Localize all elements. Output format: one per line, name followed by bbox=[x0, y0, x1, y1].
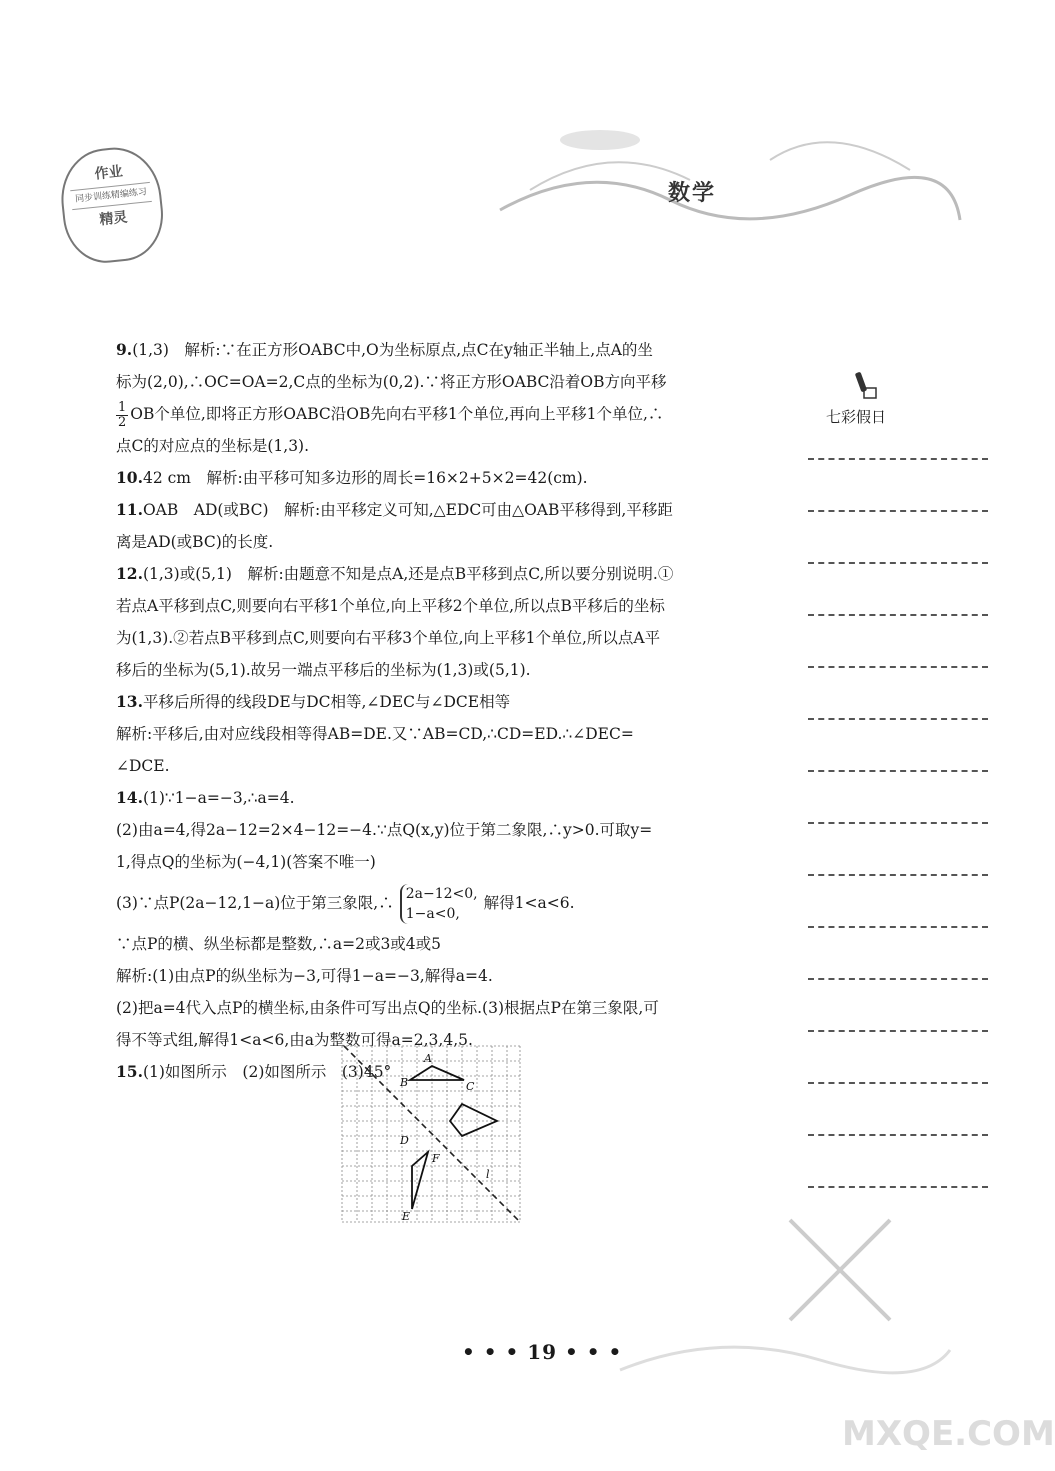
answer-15: 15.(1)如图所示 (2)如图所示 (3)45° bbox=[116, 1062, 392, 1081]
answer-9-line-3: $\frac{1}{2}$ OB个单位,即将正方形OABC沿OB先向右平移1个单位,再向上平移1个单位,∴ bbox=[118, 399, 664, 430]
answer-12-line-1: 12.(1,3)或(5,1) 解析:由题意不知是点A,还是点B平移到点C,所以要分别说明.① bbox=[116, 564, 674, 583]
answer-9-line-2: 标为(2,0),∴OC=OA=2,C点的坐标为(0,2).∵将正方形OABC沿着OB方向平移 bbox=[116, 373, 667, 391]
answer-12-line-4: 移后的坐标为(5,1).故另一端点平移后的坐标为(1,3)或(5,1). bbox=[116, 661, 531, 679]
line-l bbox=[344, 1046, 518, 1220]
note-line bbox=[808, 718, 988, 720]
subject-title: 数学 bbox=[668, 180, 717, 206]
answer-14-line-6: 解析:(1)由点P的纵坐标为−3,可得1−a=−3,解得a=4. bbox=[116, 967, 493, 985]
label-c: C bbox=[466, 1080, 475, 1093]
note-line bbox=[808, 770, 988, 772]
answer-14-line-7: (2)把a=4代入点P的横坐标,由条件可写出点Q的坐标.(3)根据点P在第三象限,可 bbox=[116, 999, 659, 1017]
triangle-def bbox=[412, 1152, 428, 1209]
answer-14-line-3: 1,得点Q的坐标为(−4,1)(答案不唯一) bbox=[116, 853, 376, 871]
note-line bbox=[808, 1082, 988, 1084]
page-number: • • • 19 • • • bbox=[462, 1340, 623, 1364]
label-e: E bbox=[402, 1210, 411, 1223]
answer-13-line-2: 解析:平移后,由对应线段相等得AB=DE.又∵AB=CD,∴CD=ED.∴∠DEC= bbox=[116, 725, 634, 743]
answer-14-line-5: ∵点P的横、纵坐标都是整数,∴a=2或3或4或5 bbox=[116, 935, 442, 953]
note-line bbox=[808, 926, 988, 928]
answer-9-line-4: 点C的对应点的坐标是(1,3). bbox=[116, 437, 310, 455]
seal-line-2: 同步训练精编练习 bbox=[70, 182, 152, 210]
answer-11-line-1: 11.OAB AD(或BC) 解析:由平移定义可知,△EDC可由△OAB平移得到,平移距 bbox=[116, 500, 673, 519]
note-line bbox=[808, 1186, 988, 1188]
answer-11-line-2: 离是AD(或BC)的长度. bbox=[116, 533, 274, 551]
label-d: D bbox=[400, 1134, 409, 1147]
note-line bbox=[808, 458, 988, 460]
homework-seal bbox=[56, 143, 167, 267]
watermark-text: MXQE.COM bbox=[842, 1414, 1055, 1454]
triangle-translated bbox=[450, 1104, 497, 1136]
header-decoration bbox=[470, 100, 970, 240]
note-line bbox=[808, 614, 988, 616]
note-line bbox=[808, 1030, 988, 1032]
answer-14-line-8: 得不等式组,解得1<a<6,由a为整数可得a=2,3,4,5. bbox=[116, 1031, 473, 1049]
answer-content bbox=[116, 334, 766, 1088]
note-line bbox=[808, 510, 988, 512]
inequality-system: 2a−12<0, 1−a<0, bbox=[400, 884, 478, 924]
windmill-decoration bbox=[600, 1200, 960, 1390]
label-l: l bbox=[486, 1168, 490, 1181]
answer-14-line-2: (2)由a=4,得2a−12=2×4−12=−4.∵点Q(x,y)位于第二象限,∴y>0.可取y= bbox=[116, 821, 653, 839]
answer-14-line-4: (3)∵点P(2a−12,1−a)位于第三象限,∴ 2a−12<0, 1−a<0, 解得1<a<6. bbox=[116, 886, 575, 922]
answer-10: 10.42 cm 解析:由平移可知多边形的周长=16×2+5×2=42(cm). bbox=[116, 468, 588, 487]
answer-9-line-1: 9.(1,3) 解析:∵在正方形OABC中,O为坐标原点,点C在y轴正半轴上,点A的坐 bbox=[116, 340, 653, 359]
answer-13-line-1: 13.平移后所得的线段DE与DC相等,∠DEC与∠DCE相等 bbox=[116, 692, 511, 711]
triangle-abc bbox=[410, 1066, 464, 1080]
note-line bbox=[808, 562, 988, 564]
note-line bbox=[808, 666, 988, 668]
seal-line-1: 作业 bbox=[93, 163, 124, 183]
note-line bbox=[808, 822, 988, 824]
answer-14-line-1: 14.(1)∵1−a=−3,∴a=4. bbox=[116, 788, 295, 807]
note-line bbox=[808, 978, 988, 980]
note-line bbox=[808, 1134, 988, 1136]
label-a: A bbox=[424, 1052, 432, 1065]
label-b: B bbox=[400, 1076, 409, 1089]
answer-13-line-3: ∠DCE. bbox=[116, 757, 170, 775]
fraction-half: $\frac{1}{2}$ bbox=[118, 399, 127, 430]
pen-icon bbox=[846, 368, 880, 402]
answer-12-line-2: 若点A平移到点C,则要向右平移1个单位,向上平移2个单位,所以点B平移后的坐标 bbox=[116, 597, 665, 615]
note-line bbox=[808, 874, 988, 876]
translation-grid-figure bbox=[340, 1044, 522, 1224]
answer-12-line-3: 为(1,3).②若点B平移到点C,则要向右平移3个单位,向上平移1个单位,所以点A平 bbox=[116, 629, 661, 647]
seal-line-3: 精灵 bbox=[98, 209, 129, 229]
sidebar-title: 七彩假日 bbox=[826, 408, 887, 426]
label-f: F bbox=[432, 1152, 440, 1165]
